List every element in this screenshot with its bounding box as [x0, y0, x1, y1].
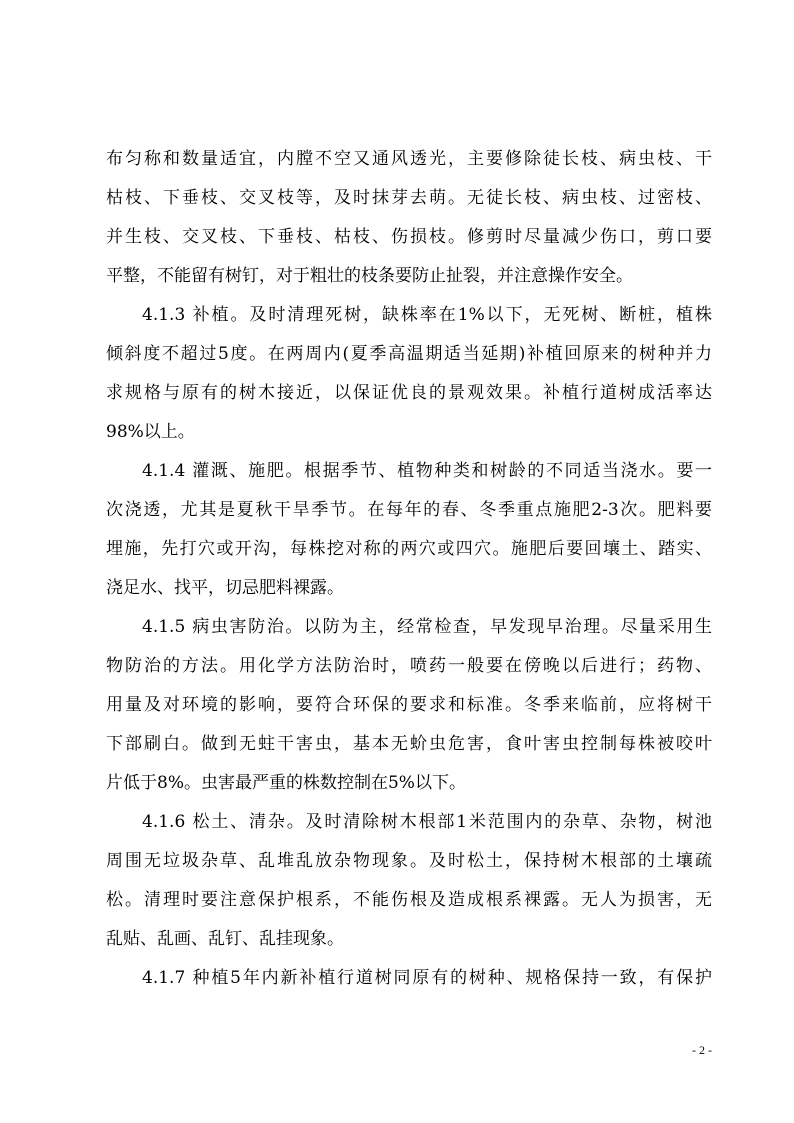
text-line: 98%以上。: [106, 422, 195, 442]
text-line: 布匀称和数量适宜，内膛不空又通风透光，主要修除徒长枝、病虫枝、干: [106, 149, 712, 169]
body-text: [106, 140, 712, 998]
text-line: 并生枝、交叉枝、下垂枝、枯枝、伤损枝。修剪时尽量减少伤口，剪口要: [106, 227, 712, 247]
text-line: 物防治的方法。用化学方法防治时，喷药一般要在傍晚以后进行；药物、: [106, 656, 712, 676]
text-line: 平整，不能留有树钉，对于粗壮的枝条要防止扯裂，并注意操作安全。: [106, 266, 633, 286]
page-number: - 2 -: [692, 1043, 712, 1057]
text-line: 下部刷白。做到无蛀干害虫，基本无蚧虫危害，食叶害虫控制每株被咬叶: [106, 734, 712, 754]
section-4-1-7-start: 4.1.7 种植5年内新补植行道树同原有的树种、规格保持一致，有保护: [142, 968, 712, 988]
text-line: 片低于8%。虫害最严重的株数控制在5%以下。: [106, 773, 466, 793]
section-4-1-4-start: 4.1.4 灌溉、施肥。根据季节、植物种类和树龄的不同适当浇水。要一: [142, 461, 712, 481]
text-line: 倾斜度不超过5度。在两周内(夏季高温期适当延期)补植回原来的树种并力: [106, 344, 712, 364]
text-line: 枯枝、下垂枝、交叉枝等，及时抹芽去萌。无徒长枝、病虫枝、过密枝、: [106, 188, 712, 208]
text-line: 乱贴、乱画、乱钉、乱挂现象。: [106, 929, 344, 949]
text-line: 周围无垃圾杂草、乱堆乱放杂物现象。及时松土，保持树木根部的土壤疏: [106, 851, 712, 871]
text-line: 浇足水、找平，切忌肥料裸露。: [106, 578, 344, 598]
text-line: 求规格与原有的树木接近，以保证优良的景观效果。补植行道树成活率达: [106, 383, 712, 403]
text-line: 埋施，先打穴或开沟，每株挖对称的两穴或四穴。施肥后要回壤土、踏实、: [106, 539, 712, 559]
text-line: 次浇透，尤其是夏秋干旱季节。在每年的春、冬季重点施肥2-3次。肥料要: [106, 500, 712, 520]
text-line: 松。清理时要注意保护根系，不能伤根及造成根系裸露。无人为损害，无: [106, 890, 712, 910]
section-4-1-3-start: 4.1.3 补植。及时清理死树，缺株率在1%以下，无死树、断桩，植株: [142, 305, 712, 325]
section-4-1-5-start: 4.1.5 病虫害防治。以防为主，经常检查，早发现早治理。尽量采用生: [142, 617, 712, 637]
section-4-1-6-start: 4.1.6 松土、清杂。及时清除树木根部1米范围内的杂草、杂物，树池: [142, 812, 712, 832]
text-line: 用量及对环境的影响，要符合环保的要求和标准。冬季来临前，应将树干: [106, 695, 712, 715]
